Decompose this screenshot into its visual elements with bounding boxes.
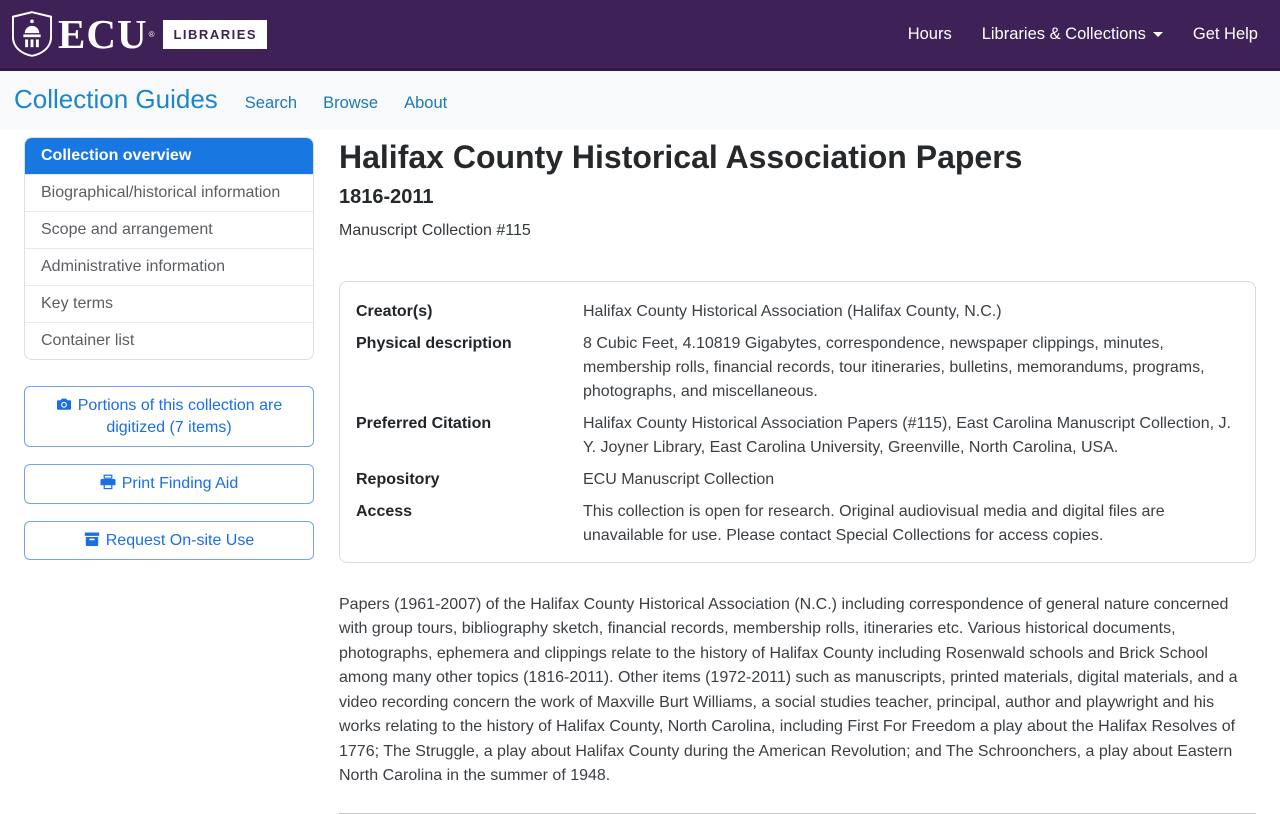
- ecu-shield-icon: [12, 11, 52, 57]
- action-button-label: Print Finding Aid: [121, 475, 239, 493]
- detail-row-access: [356, 500, 1239, 548]
- sidebar-actions: [24, 386, 314, 560]
- collection-date-range: 1816-2011: [339, 185, 434, 208]
- registered-mark: ®: [148, 29, 155, 39]
- libraries-wordmark: LIBRARIES: [163, 20, 267, 49]
- detail-value: This collection is open for research. Original audiovisual media and digital files are unavailable for use. Please contact Special Collections for access copies.: [583, 502, 1165, 544]
- detail-label: Access: [356, 502, 413, 520]
- collection-guides-brand[interactable]: Collection Guides: [14, 84, 218, 114]
- detail-label: Creator(s): [356, 302, 433, 320]
- header-link-libraries-collections[interactable]: Libraries & Collections: [982, 25, 1163, 44]
- main-content: [339, 137, 1256, 814]
- detail-row-preferred-citation: [356, 412, 1239, 460]
- nav-link-about[interactable]: About: [404, 94, 448, 112]
- action-button-portions-of-this-collection-are-digitized-7-items[interactable]: [24, 386, 314, 447]
- camera-icon: [56, 397, 78, 414]
- collection-number: Manuscript Collection #115: [339, 221, 531, 239]
- page-title: Halifax County Historical Association Papers: [339, 139, 1023, 175]
- sidebar-item-collection-overview[interactable]: Collection overview: [25, 138, 313, 174]
- action-button-print-finding-aid[interactable]: [24, 464, 314, 504]
- collection-guides-nav: [245, 94, 447, 113]
- detail-row-repository: [356, 468, 1239, 492]
- sidebar-item-container-list[interactable]: Container list: [25, 322, 313, 359]
- nav-link-browse[interactable]: Browse: [323, 94, 379, 112]
- sidebar-item-biographical-historical-information[interactable]: Biographical/historical information: [25, 174, 313, 211]
- sidebar-item-key-terms[interactable]: Key terms: [25, 285, 313, 322]
- header-link-hours[interactable]: Hours: [907, 24, 952, 43]
- detail-value: ECU Manuscript Collection: [583, 470, 775, 488]
- ecu-wordmark: ECU: [58, 10, 148, 57]
- collection-description: Papers (1961-2007) of the Halifax County Historical Association (N.C.) including correspondence of general nature concerned with group tours, bibliography sketch, financial records, membership rolls, itineraries etc. Various historical documents, photographs, ephemera and clippings relate to the history of Halifax County including Rosenwald schools and Brick School among many other topics (1816-2011). Other items (1972-2011) such as manuscripts, printed materials, digital materials, and a video recording concern the work of Maxville Burt Williams, a social studies teacher, principal, author and playwright and his works relating to the history of Halifax County, North Carolina, including First For Freedom a play about the Halifax Resolves of 1776; The Struggle, a play about Halifax County during the American Revolution; and The Schroonchers, a play about Eastern North Carolina in the summer of 1948.: [339, 595, 1238, 785]
- collection-guides-bar: [0, 71, 1280, 130]
- detail-value: Halifax County Historical Association (Halifax County, N.C.): [583, 302, 1002, 320]
- detail-value: Halifax County Historical Association Papers (#115), East Carolina Manuscript Collection, J. Y. Joyner Library, East Carolina University, Greenville, North Carolina, USA.: [583, 414, 1231, 456]
- printer-icon: [100, 475, 122, 492]
- header-link-get-help[interactable]: Get Help: [1192, 24, 1258, 43]
- sidebar-item-scope-and-arrangement[interactable]: Scope and arrangement: [25, 211, 313, 248]
- detail-row-physical-description: [356, 332, 1239, 404]
- ecu-libraries-logo[interactable]: [12, 11, 267, 57]
- action-button-label: Portions of this collection are digitized (7 items): [77, 397, 283, 436]
- section-nav-list: [24, 137, 314, 360]
- page-body: [0, 130, 1280, 814]
- archive-icon: [84, 532, 106, 549]
- detail-row-creator-s: [356, 300, 1239, 324]
- site-header: [0, 0, 1280, 71]
- header-nav: [908, 25, 1258, 44]
- detail-label: Preferred Citation: [356, 414, 492, 432]
- detail-label: Physical description: [356, 334, 512, 352]
- nav-link-search[interactable]: Search: [244, 94, 298, 112]
- chevron-down-icon: [1153, 32, 1163, 37]
- action-button-request-on-site-use[interactable]: [24, 521, 314, 561]
- detail-label: Repository: [356, 470, 440, 488]
- sidebar-item-administrative-information[interactable]: Administrative information: [25, 248, 313, 285]
- sidebar: [24, 137, 314, 814]
- action-button-label: Request On-site Use: [105, 531, 255, 549]
- detail-value: 8 Cubic Feet, 4.10819 Gigabytes, correspondence, newspaper clippings, minutes, membership rolls, financial records, tour itineraries, bulletins, memorandums, programs, photographs, and miscellaneous.: [583, 334, 1205, 400]
- collection-details-card: [339, 281, 1256, 563]
